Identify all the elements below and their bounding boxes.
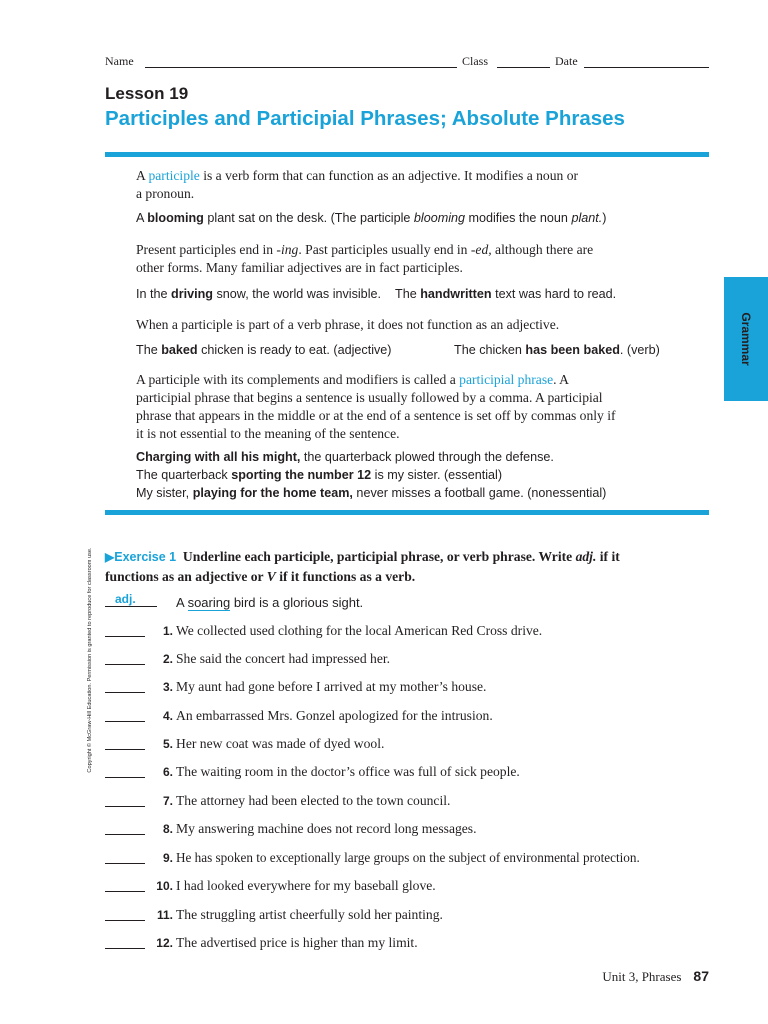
verb-phrase-paragraph: When a participle is part of a verb phrase, it does not function as an adjective.	[136, 317, 560, 332]
list-item	[105, 736, 715, 756]
answer-blank[interactable]	[105, 834, 145, 835]
list-item	[105, 793, 715, 813]
sample-answer: adj.	[115, 592, 136, 606]
sample-item	[105, 594, 715, 614]
answer-blank[interactable]	[105, 721, 145, 722]
name-field[interactable]	[145, 67, 457, 68]
answer-blank[interactable]	[105, 664, 145, 665]
sample-underline: soaring	[187, 595, 231, 610]
item-number: 10 .	[147, 879, 173, 893]
example-has-been-baked: The chicken has been baked. (verb)	[454, 343, 660, 357]
item-sentence: The advertised price is higher than my limit.	[176, 935, 418, 950]
lesson-number: Lesson 19	[105, 84, 189, 103]
exercise-instructions: ▶Exercise 1 Underline each participle, participial phrase, or verb phrase. Write adj. if it functions as an adjective or V if it functions as a verb.	[105, 549, 620, 584]
page-title: Participles and Participial Phrases; Absolute Phrases	[105, 107, 625, 130]
item-number: 6 .	[147, 765, 173, 779]
example-blooming: A blooming plant sat on the desk. (The participle blooming modifies the noun plant.)	[136, 211, 607, 225]
list-item	[105, 821, 715, 841]
item-number: 12 .	[147, 936, 173, 950]
item-number: 5 .	[147, 737, 173, 751]
list-item	[105, 679, 715, 699]
top-divider	[105, 152, 709, 157]
item-sentence: I had looked everywhere for my baseball glove.	[176, 878, 436, 893]
item-number: 8 .	[147, 822, 173, 836]
answer-blank[interactable]	[105, 777, 145, 778]
participle-endings-paragraph: Present participles end in -ing. Past participles usually end in -ed, although there are other forms. Many familiar adjectives are in fact participles.	[136, 242, 594, 275]
participial-phrase-paragraph: A participle with its complements and modifiers is called a participial phrase. A participial phrase that begins a sentence is usually followed by a comma. A participial phrase that appears in the middle or at the end of a sentence is set off by commas only if it is not essential to the meaning of the sentence.	[136, 372, 616, 441]
class-field[interactable]	[497, 67, 550, 68]
page-number: 87	[693, 968, 709, 984]
date-field[interactable]	[584, 67, 709, 68]
answer-blank[interactable]	[105, 863, 145, 864]
term-participle: participle	[148, 168, 200, 183]
play-arrow-icon: ▶	[105, 550, 115, 564]
answer-blank[interactable]	[105, 948, 145, 949]
item-sentence: Her new coat was made of dyed wool.	[176, 736, 385, 751]
answer-blank[interactable]	[105, 692, 145, 693]
sample-answer-blank	[105, 606, 157, 607]
list-item	[105, 878, 715, 898]
item-number: 7 .	[147, 794, 173, 808]
item-sentence: My aunt had gone before I arrived at my mother’s house.	[176, 679, 487, 694]
item-sentence: The attorney had been elected to the town council.	[176, 793, 451, 808]
item-number: 9 .	[147, 851, 173, 865]
unit-label: Unit 3, Phrases	[602, 969, 682, 984]
item-sentence: The waiting room in the doctor’s office was full of sick people.	[176, 764, 520, 779]
item-sentence: The struggling artist cheerfully sold her painting.	[176, 907, 443, 922]
answer-blank[interactable]	[105, 806, 145, 807]
item-sentence: My answering machine does not record long messages.	[176, 821, 477, 836]
item-number: 4 .	[147, 709, 173, 723]
item-number: 11 .	[147, 908, 173, 922]
exercise-label: Exercise 1	[114, 550, 177, 564]
list-item	[105, 708, 715, 728]
item-sentence: We collected used clothing for the local American Red Cross drive.	[176, 623, 543, 638]
example-phrases: Charging with all his might, the quarterback plowed through the defense. The quarterback sporting the number 12 is my sister. (essential) My sister, playing for the home team, never misses a football game. (nonessential)	[136, 450, 607, 500]
term-participial-phrase: participial phrase	[459, 372, 554, 387]
answer-blank[interactable]	[105, 636, 145, 637]
answer-blank[interactable]	[105, 749, 145, 750]
answer-blank[interactable]	[105, 920, 145, 921]
item-number: 2 .	[147, 652, 173, 666]
grammar-tab-label: Grammar	[739, 312, 753, 366]
page-footer	[602, 968, 709, 986]
list-item	[105, 623, 715, 643]
item-number: 1 .	[147, 624, 173, 638]
item-sentence: An embarrassed Mrs. Gonzel apologized for the intrusion.	[176, 708, 493, 723]
bottom-divider	[105, 510, 709, 515]
example-driving: In the driving snow, the world was invisible. The handwritten text was hard to read.	[136, 287, 617, 301]
item-sentence: He has spoken to exceptionally large groups on the subject of environmental protection.	[176, 850, 640, 865]
class-label: Class	[462, 54, 489, 68]
grammar-tab	[724, 277, 768, 401]
answer-blank[interactable]	[105, 891, 145, 892]
name-label: Name	[105, 54, 134, 68]
list-item	[105, 907, 715, 927]
list-item	[105, 935, 715, 955]
example-baked: The baked chicken is ready to eat. (adjective)	[136, 343, 392, 357]
list-item	[105, 651, 715, 671]
sample-sentence: A soaring bird is a glorious sight.	[176, 595, 364, 610]
date-label: Date	[555, 54, 578, 68]
item-number: 3 .	[147, 680, 173, 694]
item-sentence: She said the concert had impressed her.	[176, 651, 391, 666]
definition-participle: A participle is a verb form that can function as an adjective. It modifies a noun or a pronoun.	[136, 168, 579, 201]
list-item	[105, 850, 715, 870]
list-item	[105, 764, 715, 784]
